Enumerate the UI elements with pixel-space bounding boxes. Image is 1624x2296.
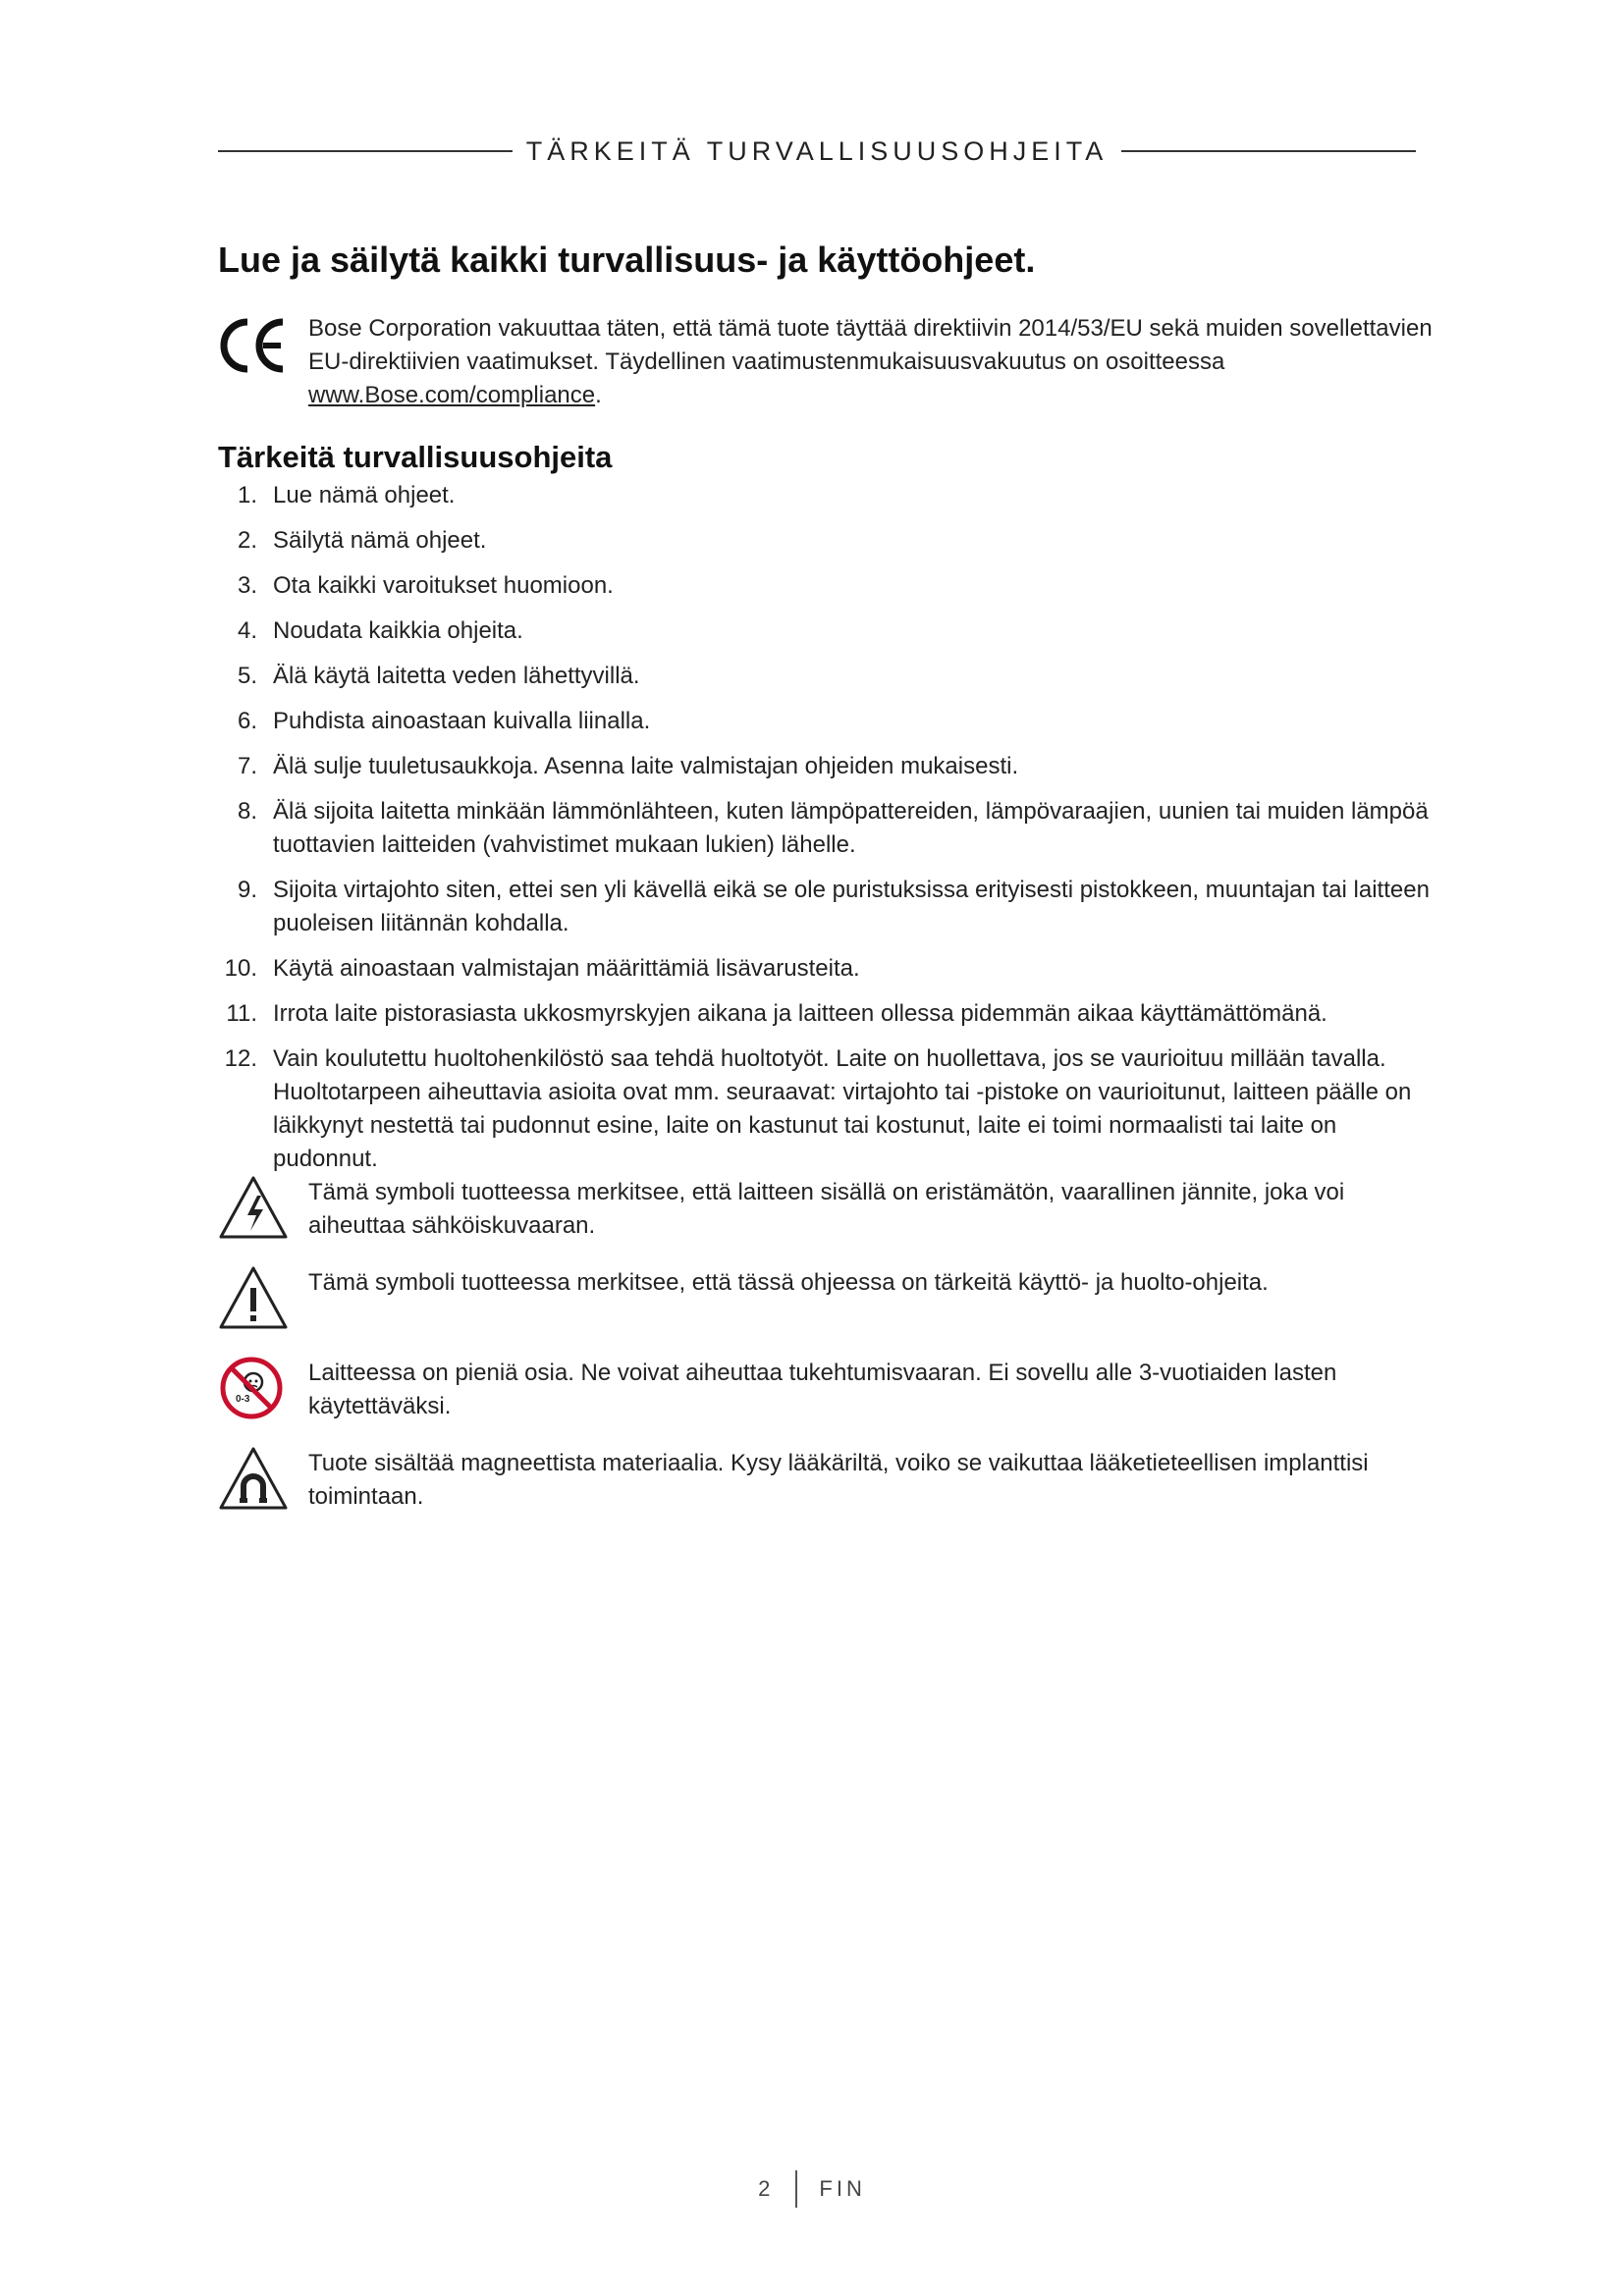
list-item-number: 1. [237, 482, 257, 508]
warning-symbols [218, 1174, 1435, 1535]
ce-link-suffix: . [595, 382, 602, 408]
high-voltage-warning-icon [218, 1174, 289, 1241]
safety-instructions-list [218, 479, 1435, 1188]
ce-declaration [218, 312, 1435, 412]
list-item [218, 750, 1435, 783]
list-item-text: Vain koulutettu huoltohenkilöstö saa tehdä huoltotyöt. Laite on huollettava, jos se vaurioituu millään tavalla. Huoltotarpeen aiheuttavia asioita ovat mm. seuraavat: virtajohto tai -pistoke on vaurioitunut, laitteen päälle on läikkynyt nestettä tai pudonnut esine, laite on kastunut tai kostunut, laite ei toimi normaalisti tai laite on pudonnut. [273, 1045, 1412, 1172]
list-item [218, 614, 1435, 648]
list-item [218, 660, 1435, 693]
symbol-description: Laitteessa on pieniä osia. Ne voivat aiheuttaa tukehtumisvaaran. Ei sovellu alle 3-vuotiaiden lasten käytettäväksi. [308, 1360, 1337, 1419]
exclamation-warning-icon [218, 1264, 289, 1331]
list-item-number: 5. [237, 663, 257, 689]
list-item-number: 10. [224, 955, 257, 982]
list-item-number: 4. [237, 617, 257, 644]
symbol-row [218, 1445, 1435, 1514]
small-parts-choking-hazard-icon [218, 1355, 289, 1421]
list-item-number: 8. [237, 798, 257, 825]
list-item [218, 997, 1435, 1031]
list-item-text: Säilytä nämä ohjeet. [273, 527, 487, 554]
symbol-row [218, 1174, 1435, 1243]
ce-declaration-text: Bose Corporation vakuuttaa täten, että tämä tuote täyttää direktiivin 2014/53/EU sekä muiden sovellettavien EU-direktiivien vaatimukset. Täydellinen vaatimustenmukaisuusvakuutus on osoitteessa [308, 315, 1433, 375]
list-item-text: Käytä ainoastaan valmistajan määrittämiä lisävarusteita. [273, 955, 860, 982]
list-item-text: Sijoita virtajohto siten, ettei sen yli kävellä eikä se ole puristuksissa erityisesti pistokkeen, muuntajan tai laitteen puoleisen liitännän kohdalla. [273, 877, 1430, 936]
list-item-number: 9. [237, 877, 257, 903]
page-footer [0, 2167, 1624, 2211]
list-item-number: 11. [226, 1000, 257, 1027]
symbol-description: Tuote sisältää magneettista materiaalia. Kysy lääkäriltä, voiko se vaikuttaa lääketieteellisen implanttisi toimintaan. [308, 1450, 1369, 1510]
symbol-description: Tämä symboli tuotteessa merkitsee, että laitteen sisällä on eristämätön, vaarallinen jännite, joka voi aiheuttaa sähköiskuvaaran. [308, 1179, 1345, 1239]
language-code: FIN [819, 2176, 866, 2201]
list-item-text: Lue nämä ohjeet. [273, 482, 456, 508]
list-item [218, 524, 1435, 558]
page-number: 2 [758, 2176, 775, 2201]
list-item-number: 3. [237, 572, 257, 599]
magnet-warning-icon [218, 1445, 289, 1512]
header-rule-left [218, 150, 513, 152]
age-range-label: 0-3 [236, 1394, 250, 1405]
section-title: Tärkeitä turvallisuusohjeita [218, 440, 613, 474]
footer-separator [795, 2170, 797, 2208]
list-item [218, 795, 1435, 862]
running-header-title: TÄRKEITÄ TURVALLISUUSOHJEITA [525, 135, 1109, 166]
list-item [218, 569, 1435, 603]
page-title: Lue ja säilytä kaikki turvallisuus- ja käyttöohjeet. [218, 240, 1036, 280]
list-item-number: 7. [237, 753, 257, 779]
list-item [218, 874, 1435, 940]
symbol-row [218, 1264, 1435, 1333]
list-item-text: Älä sulje tuuletusaukkoja. Asenna laite valmistajan ohjeiden mukaisesti. [273, 753, 1019, 779]
list-item [218, 479, 1435, 512]
list-item [218, 1042, 1435, 1176]
list-item-text: Noudata kaikkia ohjeita. [273, 617, 523, 644]
header-rule-right [1121, 150, 1416, 152]
list-item [218, 952, 1435, 986]
list-item-text: Älä sijoita laitetta minkään lämmönlähteen, kuten lämpöpattereiden, lämpövaraajien, uunien tai muiden lämpöä tuottavien laitteiden (vahvistimet mukaan lukien) lähelle. [273, 798, 1429, 858]
symbol-description: Tämä symboli tuotteessa merkitsee, että tässä ohjeessa on tärkeitä käyttö- ja huolto-ohjeita. [308, 1269, 1269, 1296]
list-item-text: Älä käytä laitetta veden lähettyvillä. [273, 663, 640, 689]
symbol-row [218, 1355, 1435, 1423]
list-item-number: 12. [224, 1045, 257, 1072]
list-item-text: Ota kaikki varoitukset huomioon. [273, 572, 614, 599]
ce-mark-icon [218, 316, 289, 375]
list-item-text: Puhdista ainoastaan kuivalla liinalla. [273, 708, 651, 734]
list-item-number: 2. [237, 527, 257, 554]
compliance-link[interactable]: www.Bose.com/compliance [308, 382, 596, 408]
list-item-text: Irrota laite pistorasiasta ukkosmyrskyjen aikana ja laitteen ollessa pidemmän aikaa käyttämättömänä. [273, 1000, 1327, 1027]
running-header [218, 132, 1416, 171]
list-item [218, 705, 1435, 738]
list-item-number: 6. [237, 708, 257, 734]
